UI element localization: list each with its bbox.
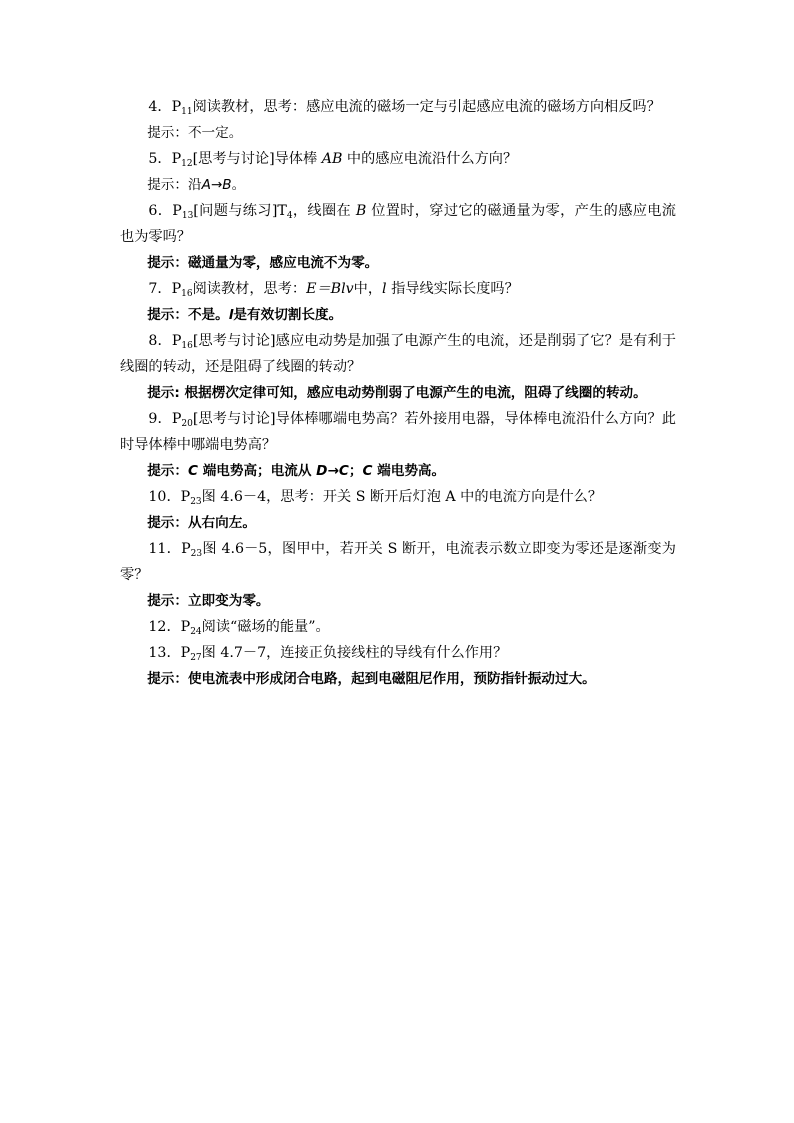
question-11: 11．$P_{23}$图 4.6－5，图甲中，若开关 S 断开，电流表示数立即变为零还是逐渐变为零？ [120, 541, 676, 583]
question-13: 13．$P_{27}$图 4.7－7，连接正负接线柱的导线有什么作用？ [148, 645, 508, 663]
question-10: 10．$P_{23}$图 4.6－4，思考：开关 S 断开后灯泡 A 中的电流方向是什么？ [148, 489, 603, 507]
hint-4: 提示：不一定。 [147, 125, 243, 141]
hint-6: 提示：磁通量为零，感应电流不为零。 [147, 255, 379, 271]
question-5: 5．$P_{12}$[思考与讨论]导体棒 AB 中的感应电流沿什么方向？ [148, 151, 518, 169]
question-9: 9．$P_{20}$[思考与讨论]导体棒哪端电势高？若外接用电器，导体棒电流沿什么方向？此时导体棒中哪端电势高？ [120, 411, 676, 453]
question-4: 4．$P_{11}$阅读教材，思考：感应电流的磁场一定与引起感应电流的磁场方向相反吗？ [148, 99, 661, 117]
question-7: 7．$P_{16}$阅读教材，思考：E＝Blv中，l 指导线实际长度吗？ [148, 281, 519, 299]
hint-9: 提示：C 端电势高；电流从 D→C；C 端电势高。 [147, 463, 446, 479]
hint-13: 提示：使电流表中形成闭合电路，起到电磁阻尼作用，预防指针振动过大。 [147, 671, 596, 687]
hint-8: 提示: 根据楞次定律可知，感应电动势削弱了电源产生的电流，阻碍了线圈的转动。 [147, 385, 647, 401]
hint-11: 提示：立即变为零。 [147, 593, 270, 609]
document-page [120, 94, 676, 692]
question-12: 12．$P_{24}$阅读“磁场的能量”。 [148, 619, 330, 637]
hint-10: 提示：从右向左。 [147, 515, 256, 531]
hint-7: 提示：不是。l是有效切割长度。 [147, 307, 343, 323]
question-8: 8．$P_{16}$[思考与讨论]感应电动势是加强了电源产生的电流，还是削弱了它？是有利于线圈的转动，还是阻碍了线圈的转动？ [120, 333, 676, 375]
question-6: 6．$P_{13}$[问题与练习]$T_4$，线圈在 B 位置时，穿过它的磁通量为零，产生的感应电流也为零吗？ [120, 203, 676, 245]
hint-5: 提示：沿A→B。 [147, 177, 246, 193]
